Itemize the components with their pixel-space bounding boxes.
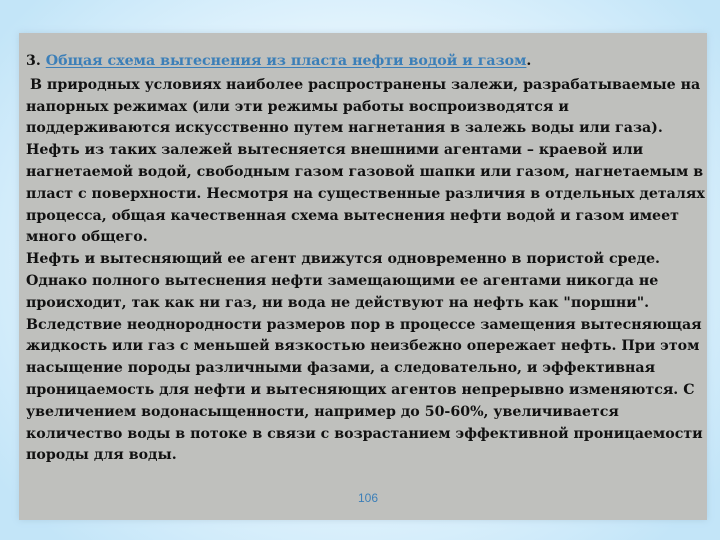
body-line: количество воды в потоке в связи с возрастанием эффективной проницаемости xyxy=(26,425,703,442)
body-line: насыщение породы различными фазами, а следовательно, и эффективная xyxy=(26,360,656,377)
body-line: процесса, общая качественная схема вытеснения нефти водой и газом имеет xyxy=(26,207,679,224)
slide-heading xyxy=(26,51,706,73)
heading-period: . xyxy=(526,53,532,69)
body-line: много общего. xyxy=(26,229,148,246)
body-line: жидкость или газ с меньшей вязкостью неизбежно опережает нефть. При этом xyxy=(26,338,700,355)
body-line: увеличением водонасыщенности, например до 50-60%, увеличивается xyxy=(26,403,619,420)
body-line: В природных условиях наиболее распространены залежи, разрабатываемые на xyxy=(30,76,701,93)
body-text xyxy=(26,75,706,467)
body-line: породы для воды. xyxy=(26,447,177,464)
heading-number: 3. xyxy=(26,53,41,69)
body-line: нагнетаемой водой, свободным газом газовой шапки или газом, нагнетаемым в xyxy=(26,163,704,180)
body-line: происходит, так как ни газ, ни вода не действуют на нефть как "поршни". xyxy=(26,294,650,311)
heading-title-link[interactable]: Общая схема вытеснения из пласта нефти водой и газом xyxy=(45,53,527,69)
body-line: Нефть из таких залежей вытесняется внешними агентами – краевой или xyxy=(26,142,644,159)
body-line: пласт с поверхности. Несмотря на существенные различия в отдельных деталях xyxy=(26,185,705,202)
body-line: поддерживаются искусственно путем нагнетания в залежь воды или газа). xyxy=(26,120,663,137)
body-line: напорных режимах (или эти режимы работы воспроизводятся и xyxy=(26,98,569,115)
body-line: Однако полного вытеснения нефти замещающими ее агентами никогда не xyxy=(26,272,659,289)
slide-content xyxy=(26,51,706,467)
body-line: Вследствие неоднородности размеров пор в процессе замещения вытесняющая xyxy=(26,316,702,333)
body-line: проницаемость для нефти и вытесняющих агентов непрерывно изменяются. С xyxy=(26,381,695,398)
page-number: 106 xyxy=(358,491,379,505)
body-line: Нефть и вытесняющий ее агент движутся одновременно в пористой среде. xyxy=(26,251,660,268)
